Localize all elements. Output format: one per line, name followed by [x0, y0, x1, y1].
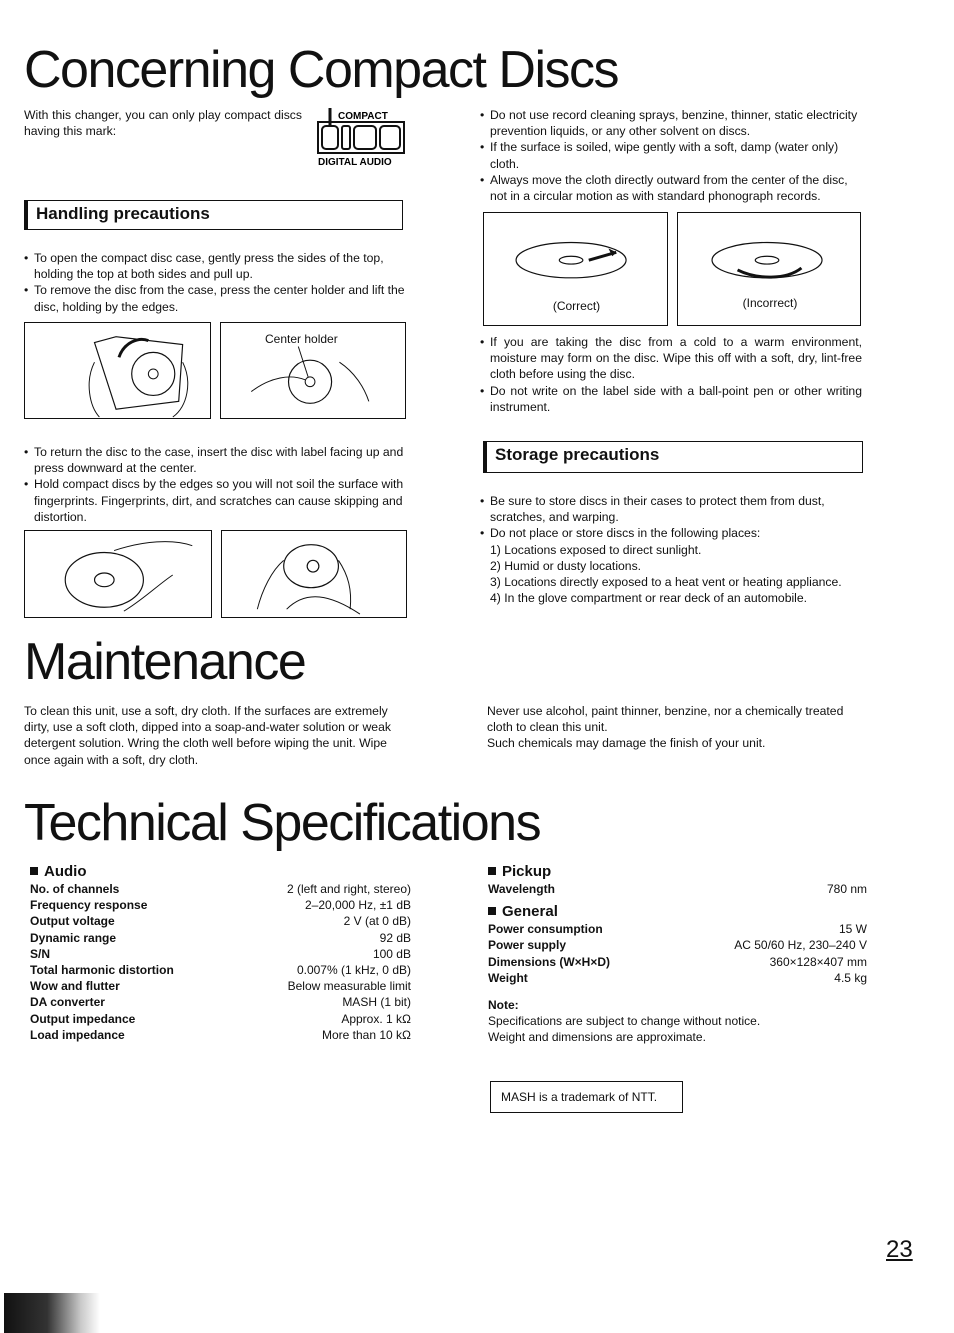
storage-precautions-heading: Storage precautions: [483, 441, 863, 473]
page-title-compact-discs: Concerning Compact Discs: [24, 41, 619, 99]
spec-row: Frequency response 2–20,000 Hz, ±1 dB: [30, 898, 411, 913]
storage-section: [480, 493, 864, 606]
moisture-bullets: [480, 334, 862, 415]
spec-row: Power supply AC 50/60 Hz, 230–240 V: [488, 938, 867, 953]
svg-text:COMPACT: COMPACT: [338, 111, 388, 122]
bullet-store-in-cases: • Be sure to store discs in their cases to protect them from dust, scratches, and warping.: [480, 493, 864, 525]
audio-heading: Audio: [30, 863, 411, 881]
page-number: 23: [886, 1236, 913, 1263]
spec-row: Dimensions (W×H×D) 360×128×407 mm: [488, 954, 867, 969]
spec-row: S/N 100 dB: [30, 946, 411, 961]
maintenance-warning: Never use alcohol, paint thinner, benzine, nor a chemically treated cloth to clean this unit.: [487, 704, 844, 735]
storage-place-item: 4) In the glove compartment or rear deck of an automobile.: [490, 591, 808, 606]
bullet-open-case: • To open the compact disc case, gently press the sides of the top, holding the top at both sides and pull up.: [24, 250, 406, 282]
spec-row: Weight 4.5 kg: [488, 970, 867, 985]
center-holder-label: Center holder: [265, 332, 338, 346]
figure-correct-wiping: [483, 212, 668, 326]
cleaning-bullets: [480, 107, 862, 204]
storage-place-item: 2) Humid or dusty locations.: [490, 558, 642, 573]
page-title-specifications: Technical Specifications: [24, 794, 541, 852]
cd-intro-text: With this changer, you can only play compact discs having this mark:: [24, 108, 302, 139]
note-line-1: Specifications are subject to change without notice.: [488, 1014, 761, 1029]
bullet-damp-cloth: • If the surface is soiled, wipe gently with a soft, damp (water only) cloth.: [480, 139, 862, 171]
note-line-2: Weight and dimensions are approximate.: [488, 1030, 706, 1045]
spec-row: Wavelength 780 nm: [488, 882, 867, 896]
bullet-do-not-store: • Do not place or store discs in the following places:: [480, 525, 864, 541]
bullet-return-disc: • To return the disc to the case, insert the disc with label facing up and press downward at the center.: [24, 444, 408, 476]
audio-specs: [30, 863, 411, 1043]
bullet-wipe-outward: • Always move the cloth directly outward from the center of the disc, not in a circular motion as with standard phonograph records.: [480, 172, 862, 204]
figure-hold-disc-hand: [24, 530, 212, 618]
note-label: Note:: [488, 998, 519, 1013]
figure-open-case: [24, 322, 211, 419]
bullet-no-solvents: • Do not use record cleaning sprays, benzine, thinner, static electricity prevention liquids, or any other solvent on discs.: [480, 107, 862, 139]
correct-label: (Correct): [552, 299, 601, 313]
spec-row: Power consumption 15 W: [488, 922, 867, 937]
figure-incorrect-wiping: [677, 212, 861, 326]
handling-precautions-heading: Handling precautions: [24, 200, 403, 230]
spec-row: Dynamic range 92 dB: [30, 930, 411, 945]
storage-places-list: [480, 542, 864, 607]
trademark-box: MASH is a trademark of NTT.: [490, 1081, 683, 1113]
svg-text:DIGITAL AUDIO: DIGITAL AUDIO: [318, 157, 392, 168]
pickup-heading: Pickup: [488, 863, 867, 881]
compact-disc-logo: [316, 106, 410, 170]
bullet-hold-edges: • Hold compact discs by the edges so you will not soil the surface with fingerprints. Fingerprints, dirt, and scratches can cause skipping and distortion.: [24, 476, 408, 525]
maintenance-left-text: To clean this unit, use a soft, dry cloth. If the surfaces are extremely dirty, use a soft cloth, dipped into a soap-and-water solution or weak detergent solution. Wring the cloth well before wiping the unit. Wipe once again with a soft, dry cloth.: [24, 704, 391, 767]
storage-place-item: 3) Locations directly exposed to a heat vent or heating appliance.: [490, 575, 842, 590]
scan-edge-shadow: [4, 1293, 100, 1333]
spec-note: [488, 997, 867, 1046]
maintenance-damage-note: Such chemicals may damage the finish of your unit.: [487, 736, 766, 751]
figure-hold-disc-edges: [221, 530, 407, 618]
spec-row: Total harmonic distortion 0.007% (1 kHz, 0 dB): [30, 963, 411, 978]
spec-row: Wow and flutter Below measurable limit: [30, 979, 411, 994]
spec-row: Output impedance Approx. 1 kΩ: [30, 1011, 411, 1026]
spec-row: Output voltage 2 V (at 0 dB): [30, 914, 411, 929]
bullet-remove-disc: • To remove the disc from the case, press the center holder and lift the disc, holding by the edges.: [24, 282, 406, 314]
handling-bullets-1: [24, 250, 406, 315]
spec-row: DA converter MASH (1 bit): [30, 995, 411, 1010]
figure-center-holder: [220, 322, 406, 419]
bullet-moisture: • If you are taking the disc from a cold to a warm environment, moisture may form on the disc. Wipe this off with a soft, dry, lint-free cloth before using the disc.: [480, 334, 862, 383]
pickup-general-specs: [488, 863, 867, 1046]
general-heading: General: [488, 903, 867, 921]
storage-place-item: 1) Locations exposed to direct sunlight.: [490, 542, 702, 557]
incorrect-label: (Incorrect): [742, 296, 798, 310]
spec-row: No. of channels 2 (left and right, stereo): [30, 882, 411, 896]
maintenance-right-text: [487, 703, 869, 752]
page-title-maintenance: Maintenance: [24, 633, 306, 691]
bullet-no-writing: • Do not write on the label side with a ball-point pen or other writing instrument.: [480, 383, 862, 415]
spec-row: Load impedance More than 10 kΩ: [30, 1027, 411, 1042]
handling-bullets-2: [24, 444, 408, 525]
